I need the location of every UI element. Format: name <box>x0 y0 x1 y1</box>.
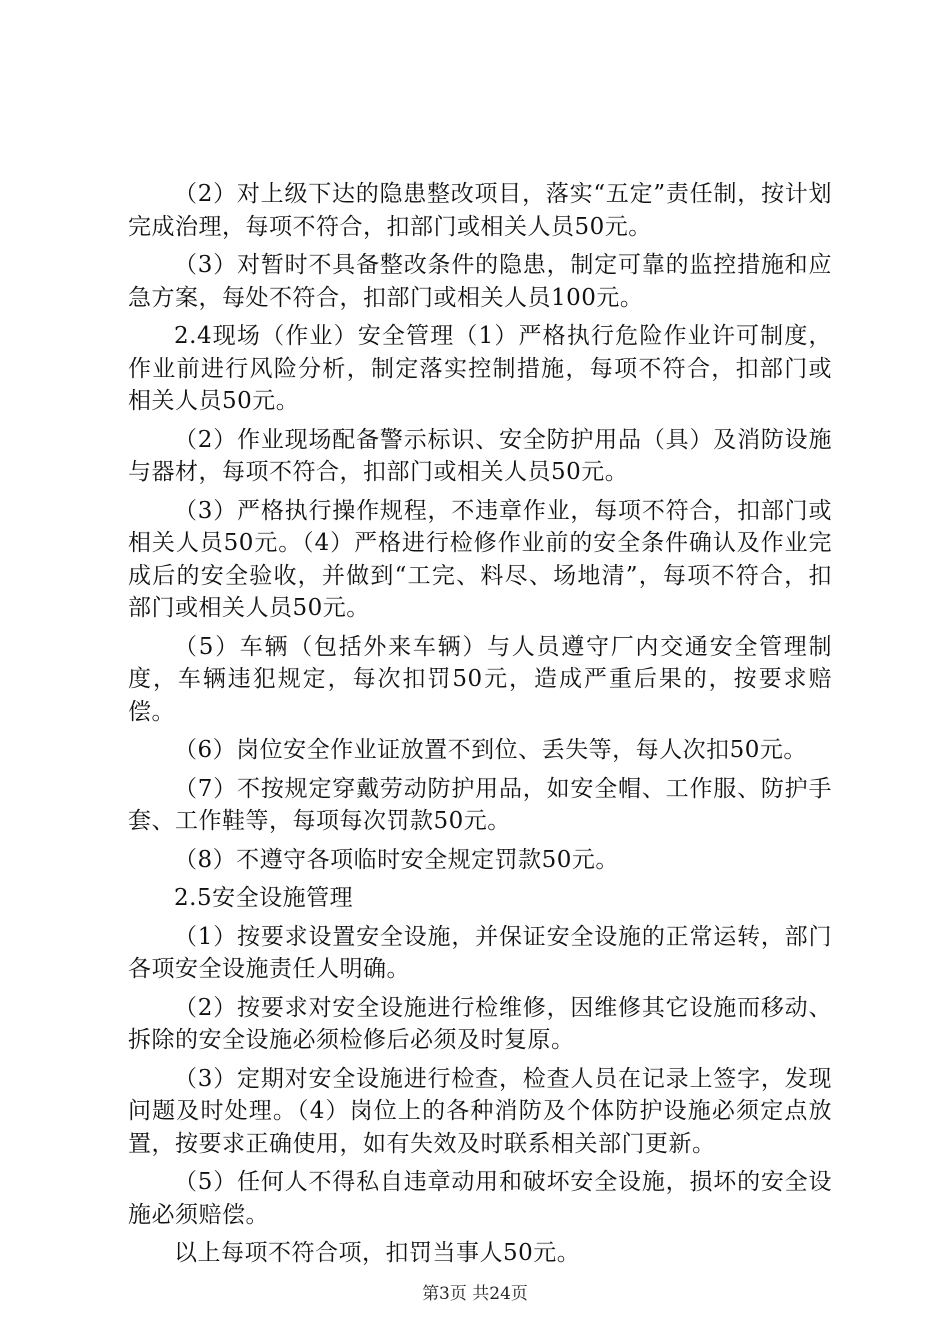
paragraph: （6）岗位安全作业证放置不到位、丢失等，每人次扣50元。 <box>174 737 807 763</box>
paragraph: 2.4现场（作业）安全管理（1）严格执行危险作业许可制度，作业前进行风险分析，制定落实控制措施，每项不符合，扣部门或相关人员50元。 <box>128 323 832 414</box>
paragraph: （8）不遵守各项临时安全规定罚款50元。 <box>174 846 619 873</box>
page-number-footer: 第3页 共24页 <box>422 1284 528 1304</box>
paragraph: （7）不按规定穿戴劳动防护用品，如安全帽、工作服、防护手套、工作鞋等，每项每次罚款50元。 <box>128 775 832 834</box>
paragraph: （3）对暂时不具备整改条件的隐患，制定可靠的监控措施和应急方案，每处不符合，扣部门或相关人员100元。 <box>128 252 832 311</box>
paragraph: （5）车辆（包括外来车辆）与人员遵守厂内交通安全管理制度，车辆违犯规定，每次扣罚50元，造成严重后果的，按要求赔偿。 <box>128 633 832 725</box>
paragraph: （3）严格执行操作规程，不违章作业，每项不符合，扣部门或相关人员50元。（4）严格进行检修作业前的安全条件确认及作业完成后的安全验收，并做到“工完、料尽、场地清”，每项不符合，扣部门或相关人员50元。 <box>128 497 832 621</box>
paragraph: （2）作业现场配备警示标识、安全防护用品（具）及消防设施与器材，每项不符合，扣部门或相关人员50元。 <box>128 426 832 485</box>
document-body <box>128 178 832 1276</box>
paragraph: （1）按要求设置安全设施，并保证安全设施的正常运转，部门各项安全设施责任人明确。 <box>128 923 832 982</box>
paragraph: （3）定期对安全设施进行检查，检查人员在记录上签字，发现问题及时处理。（4）岗位上的各种消防及个体防护设施必须定点放置，按要求正确使用，如有失效及时联系相关部门更新。 <box>128 1065 832 1157</box>
paragraph: （2）按要求对安全设施进行检维修，因维修其它设施而移动、拆除的安全设施必须检修后必须及时复原。 <box>128 994 832 1053</box>
paragraph: 以上每项不符合项，扣罚当事人50元。 <box>174 1240 581 1266</box>
paragraph: （5）任何人不得私自违章动用和破坏安全设施，损坏的安全设施必须赔偿。 <box>128 1169 832 1228</box>
paragraph: （2）对上级下达的隐患整改项目，落实“五定”责任制，按计划完成治理，每项不符合，扣部门或相关人员50元。 <box>128 181 832 240</box>
section-heading: 2.5安全设施管理 <box>174 885 354 911</box>
